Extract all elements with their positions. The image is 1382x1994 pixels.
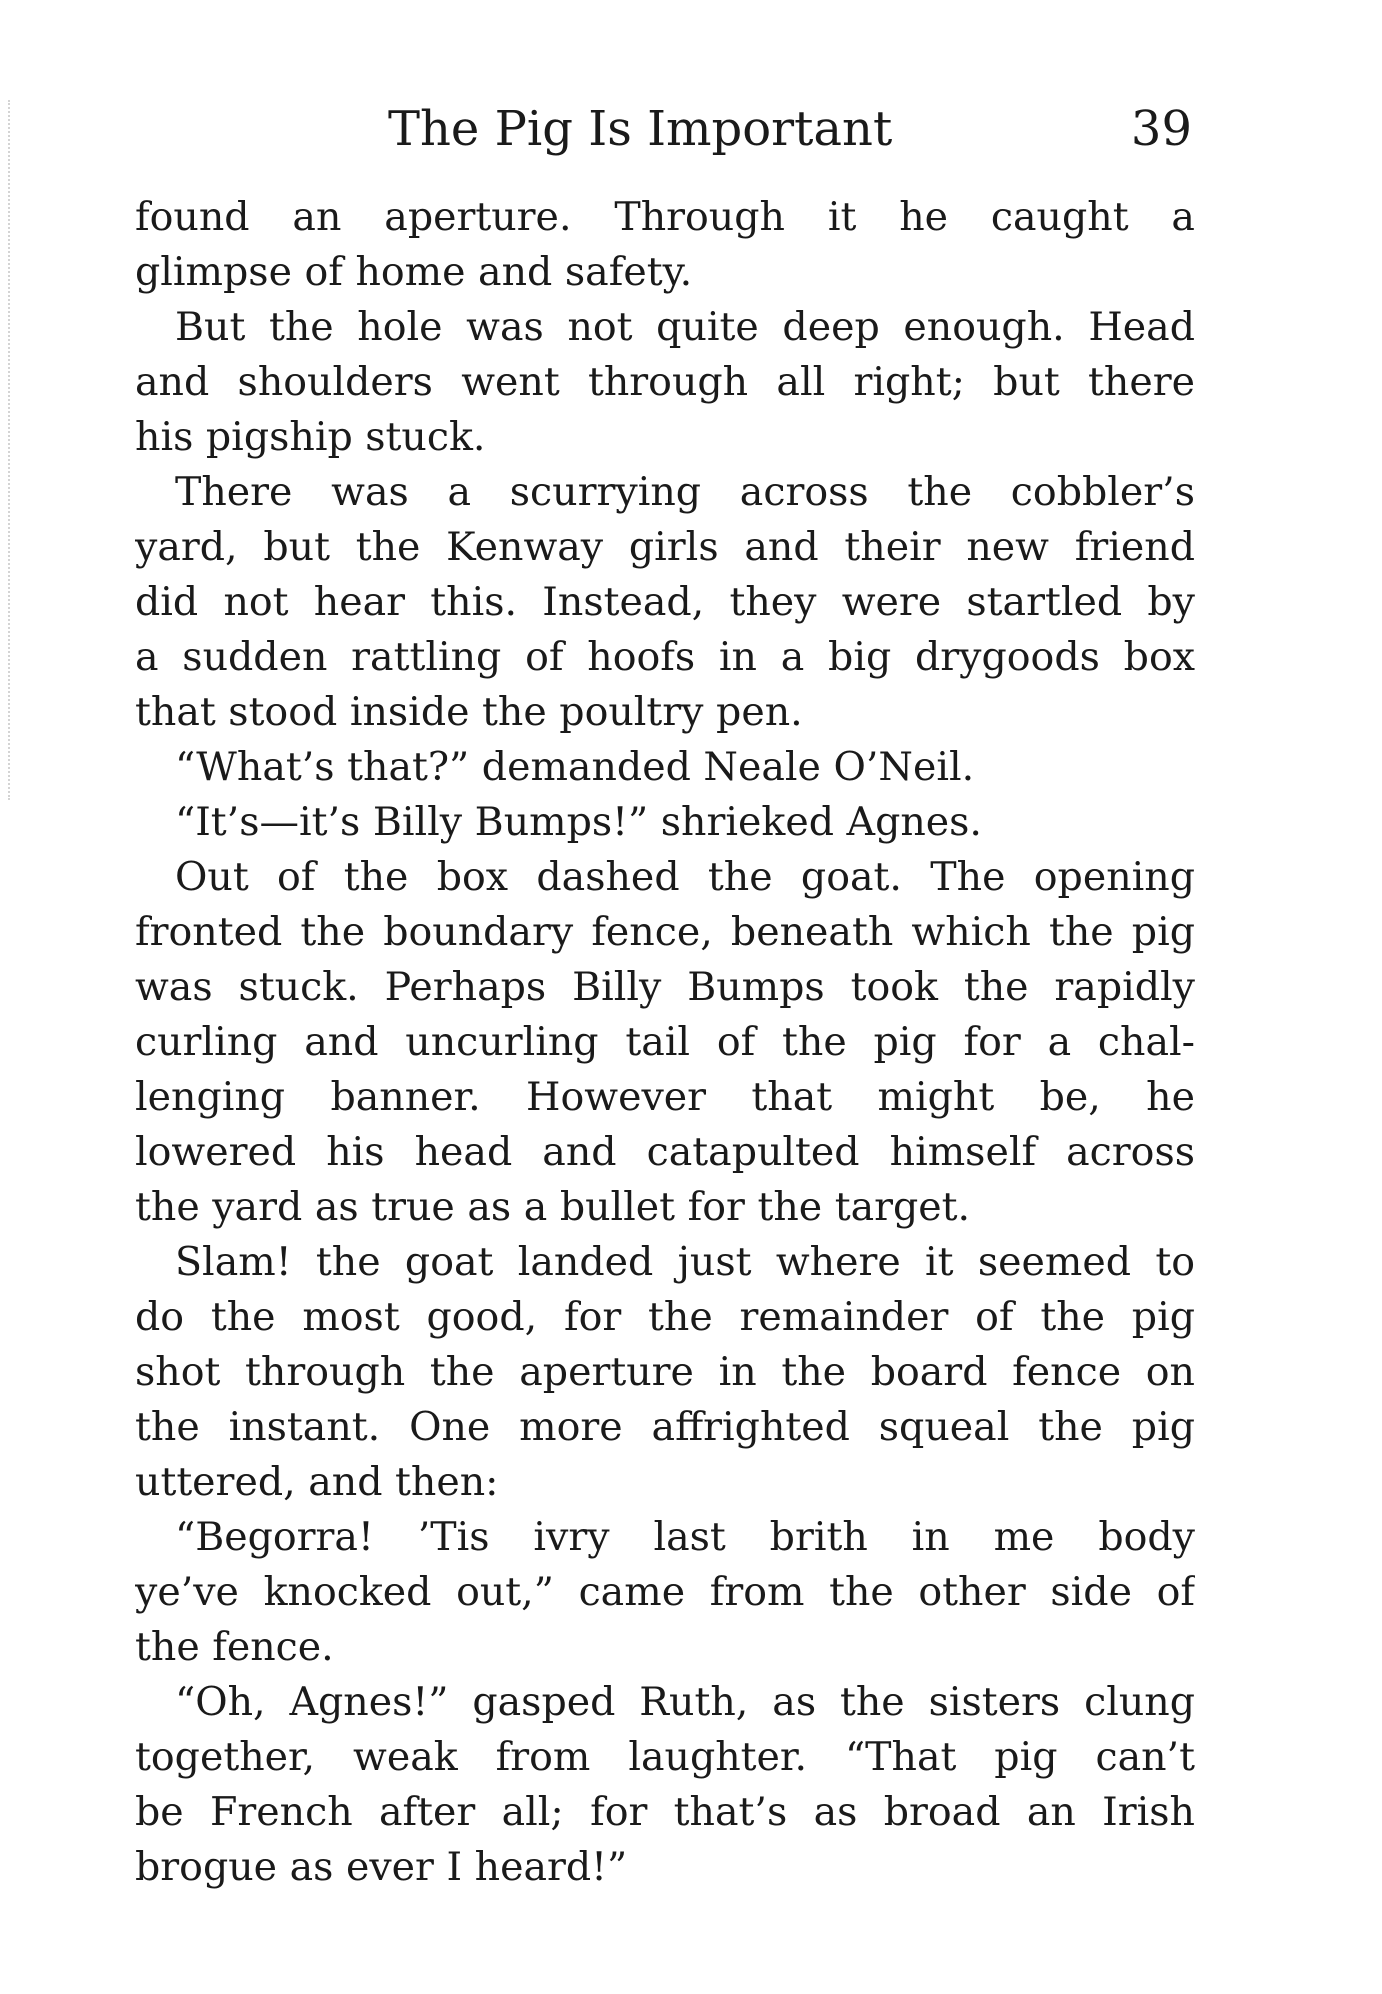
text-line: the instant. One more affrighted squeal the pig xyxy=(135,1404,1195,1450)
text-line: do the most good, for the remainder of the pig xyxy=(135,1294,1195,1340)
text-line: Slam! the goat landed just where it seemed to xyxy=(175,1239,1195,1285)
text-line: and shoulders went through all right; but there xyxy=(135,359,1195,405)
text-line: the fence. xyxy=(135,1624,334,1670)
text-line: was stuck. Perhaps Billy Bumps took the rapidly xyxy=(135,964,1195,1010)
text-line: together, weak from laughter. “That pig can’t xyxy=(135,1734,1195,1780)
text-line: “Oh, Agnes!” gasped Ruth, as the sisters clung xyxy=(175,1679,1195,1725)
chapter-title: The Pig Is Important xyxy=(388,101,893,157)
text-line: shot through the aperture in the board fence on xyxy=(135,1349,1195,1395)
text-line: But the hole was not quite deep enough. Head xyxy=(175,304,1195,350)
text-line: “What’s that?” demanded Neale O’Neil. xyxy=(175,744,975,790)
text-line: a sudden rattling of hoofs in a big drygoods box xyxy=(135,634,1195,680)
text-line: lowered his head and catapulted himself across xyxy=(135,1129,1195,1175)
text-line: fronted the boundary fence, beneath which the pig xyxy=(135,909,1195,955)
text-line: uttered, and then: xyxy=(135,1459,499,1505)
text-line: be French after all; for that’s as broad an Irish xyxy=(135,1789,1195,1835)
text-line: There was a scurrying across the cobbler’s xyxy=(175,469,1195,515)
body-text xyxy=(135,190,1195,1895)
text-line: brogue as ever I heard!” xyxy=(135,1844,628,1890)
text-line: glimpse of home and safety. xyxy=(135,249,693,295)
text-line: that stood inside the poultry pen. xyxy=(135,689,803,735)
text-line: yard, but the Kenway girls and their new friend xyxy=(135,524,1195,570)
text-line: “Begorra! ’Tis ivry last brith in me body xyxy=(175,1514,1195,1560)
text-line: the yard as true as a bullet for the target. xyxy=(135,1184,971,1230)
text-line: his pigship stuck. xyxy=(135,414,486,460)
text-line: Out of the box dashed the goat. The opening xyxy=(175,854,1195,900)
text-line: ye’ve knocked out,” came from the other side of xyxy=(135,1569,1195,1615)
text-line: did not hear this. Instead, they were startled by xyxy=(135,579,1195,625)
text-line: lenging banner. However that might be, he xyxy=(135,1074,1195,1120)
page-number: 39 xyxy=(1130,101,1192,157)
text-line: found an aperture. Through it he caught a xyxy=(135,194,1195,240)
text-line: “It’s—it’s Billy Bumps!” shrieked Agnes. xyxy=(175,799,982,845)
running-head xyxy=(140,98,1192,160)
binding-gutter-marks xyxy=(8,100,16,800)
text-line: curling and uncurling tail of the pig for a chal- xyxy=(135,1019,1195,1065)
